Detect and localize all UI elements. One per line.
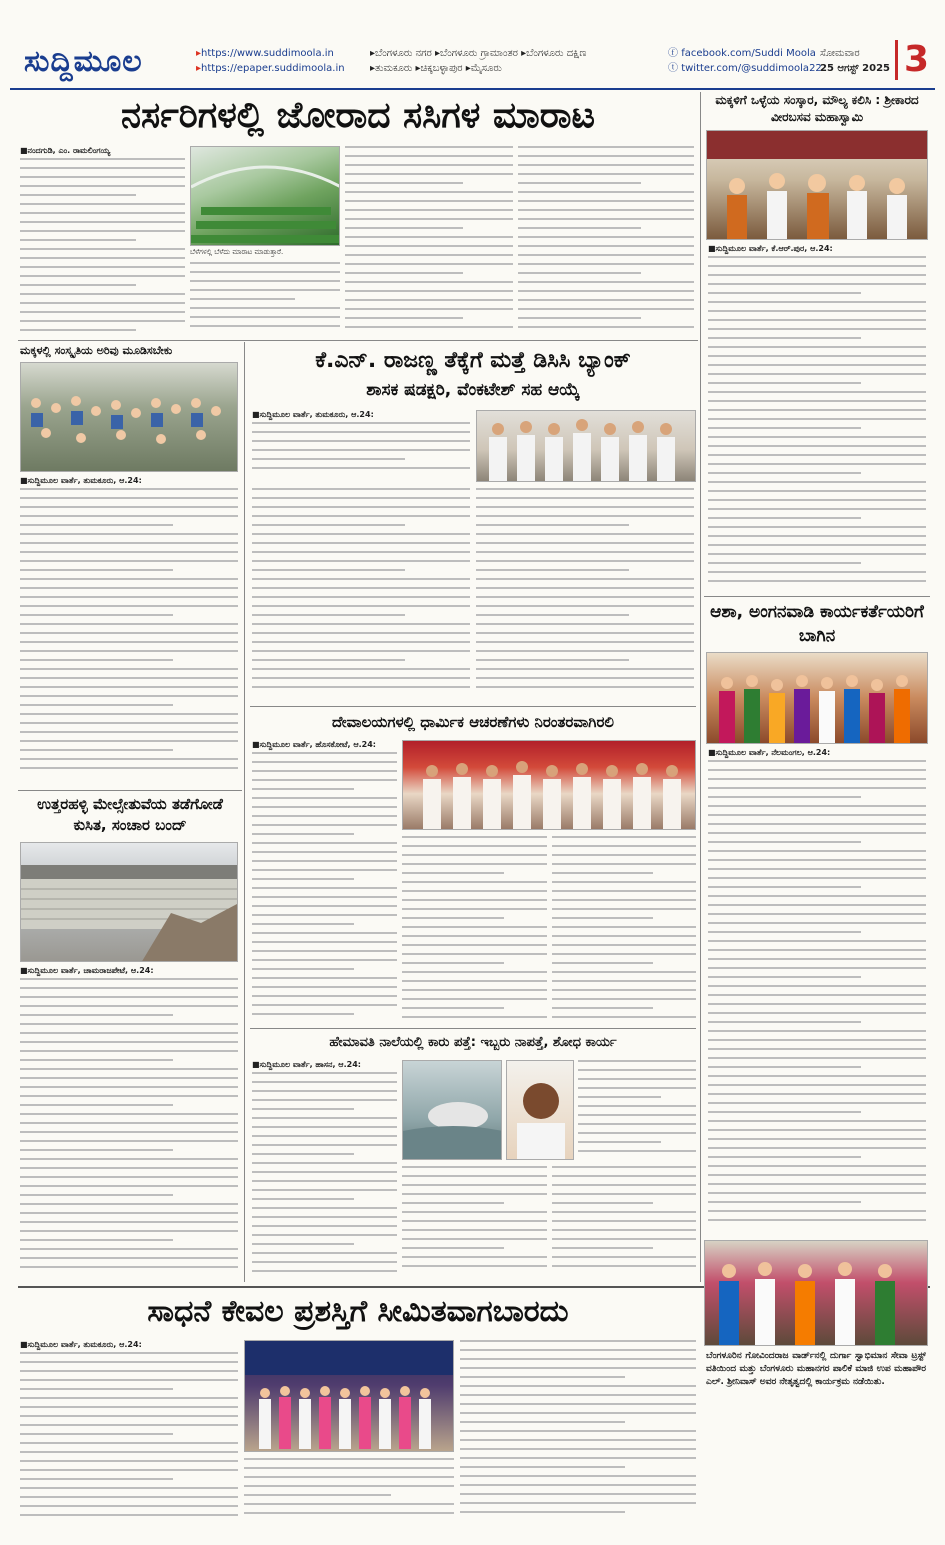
children-culture-byline: ■ಸುದ್ದಿಮೂಲ ವಾರ್ತೆ, ತುಮಕೂರು, ಆ.24: (20, 476, 142, 485)
bengaluru-event-photo (704, 1240, 928, 1346)
issue-date: ಸೋಮವಾರ 25 ಆಗಸ್ಟ್ 2025 (820, 48, 890, 74)
asha-body (708, 760, 926, 1230)
sanskar-body (708, 256, 926, 592)
nursery-byline: ■ನಂದಗುಡಿ, ಎಂ. ರಾಮಲಿಂಗಯ್ಯ (20, 146, 111, 155)
dcc-photo (476, 410, 696, 482)
website-link[interactable]: ▸ https://www.suddimoola.in (196, 46, 345, 61)
achievement-byline: ■ಸುದ್ದಿಮೂಲ ವಾರ್ತೆ, ತುಮಕೂರು, ಆ.24: (20, 1340, 142, 1349)
sanskar-photo (706, 130, 928, 240)
achievement-headline: ಸಾಧನೆ ಕೇವಲ ಪ್ರಶಸ್ತಿಗೆ ಸೀಮಿತವಾಗಬಾರದು (147, 1294, 569, 1329)
nursery-body (20, 158, 185, 338)
newspaper-logo: ಸುದ್ದಿಮೂಲ (24, 44, 143, 79)
bengaluru-caption: ಬೆಂಗಳೂರಿನ ಗೋವಿಂದರಾಜ ವಾರ್ಡ್‌ನಲ್ಲಿ ದುರ್ಗಾ ಸ್ವಾಭಿಮಾನ ಸೇವಾ ಟ್ರಸ್ಟ್ ವತಿಯಿಂದ ಮತ್ತು ಬೆಂಗಳೂರು ಮಹಾನಗರ ಪಾಲಿಕೆ ಮಾಜಿ ಉಪ ಮಹಾಪೌರ ಎಲ್. ಶ್ರೀನಿವಾಸ್ ಅವರ ನೇತೃತ್ವದಲ್ಲಿ ಕಾರ್ಯಕ್ರಮ ನಡೆಯಿತು. (706, 1351, 926, 1387)
uttarahalli-headline: ಉತ್ತರಹಳ್ಳಿ ಮೇಲ್ಸೇತುವೆಯ ತಡೆಗೋಡೆ ಕುಸಿತ, ಸಂಚಾರ ಬಂದ್ (37, 795, 223, 834)
nursery-photo (190, 146, 340, 246)
missing-person-photo (506, 1060, 574, 1160)
car-in-water-illustration (403, 1061, 502, 1160)
flyover-photo (20, 842, 238, 962)
masthead (10, 40, 935, 88)
nursery-headline: ನರ್ಸರಿಗಳಲ್ಲಿ ಜೋರಾದ ಸಸಿಗಳ ಮಾರಾಟ (120, 95, 596, 136)
temples-headline: ದೇವಾಲಯಗಳಲ್ಲಿ ಧಾರ್ಮಿಕ ಆಚರಣೆಗಳು ನಿರಂತರವಾಗಿರಲಿ (332, 713, 614, 731)
edition-cities: ▸ಬೆಂಗಳೂರು ನಗರ ▸ಬೆಂಗಳೂರು ಗ್ರಾಮಾಂತರ ▸ಬೆಂಗಳೂರು ದಕ್ಷಿಣ ▸ತುಮಕೂರು ▸ಚಿಕ್ಕಬಳ್ಳಾಪುರ ▸ಮೈಸೂರು (370, 48, 587, 74)
felicitation-illustration (705, 1241, 928, 1346)
epaper-link[interactable]: ▸ https://epaper.suddimoola.in (196, 61, 345, 76)
crowd-illustration (21, 363, 238, 472)
achievement-photo (244, 1340, 454, 1452)
hemavathi-byline: ■ಸುದ್ದಿಮೂಲ ವಾರ್ತೆ, ಹಾಸನ, ಆ.24: (252, 1060, 361, 1069)
canal-car-photo (402, 1060, 502, 1160)
portrait-illustration (507, 1061, 574, 1160)
dcc-subhead: ಶಾಸಕ ಷಡಕ್ಷರಿ, ವೆಂಕಟೇಶ್ ಸಹ ಆಯ್ಕೆ (366, 380, 580, 400)
temple-event-illustration (403, 741, 696, 830)
page-number: 3 (895, 40, 929, 80)
temples-byline: ■ಸುದ್ದಿಮೂಲ ವಾರ್ತೆ, ಹೊಸಕೋಟೆ, ಆ.24: (252, 740, 376, 749)
temples-photo (402, 740, 696, 830)
greenhouse-illustration (191, 147, 340, 246)
flyover-illustration (21, 843, 238, 962)
dcc-headline: ಕೆ.ಎನ್. ರಾಜಣ್ಣ ತೆಕ್ಕೆಗೆ ಮತ್ತೆ ಡಿಸಿಸಿ ಬ್ಯಾಂಕ್ (315, 348, 631, 373)
hemavathi-headline: ಹೇಮಾವತಿ ನಾಲೆಯಲ್ಲಿ ಕಾರು ಪತ್ತೆ: ಇಬ್ಬರು ನಾಪತ್ತೆ, ಶೋಧ ಕಾರ್ಯ (329, 1035, 617, 1050)
sanskar-byline: ■ಸುದ್ದಿಮೂಲ ವಾರ್ತೆ, ಕೆ.ಆರ್.ಪುರ, ಆ.24: (708, 244, 833, 253)
dcc-byline: ■ಸುದ್ದಿಮೂಲ ವಾರ್ತೆ, ತುಮಕೂರು, ಆ.24: (252, 410, 374, 419)
officials-photo-illustration (477, 411, 696, 482)
twitter-link[interactable]: ⓣ twitter.com/@suddimoola22 (668, 63, 822, 74)
facebook-icon: ⓕ (668, 48, 682, 59)
twitter-icon: ⓣ (668, 63, 682, 74)
women-group-illustration (707, 653, 928, 744)
nursery-caption: ಬೆಳೆಗಳಲ್ಲಿ ಬೆಳೆದು ಮಾರಾಟ ಮಾಡುತ್ತಾರೆ. (190, 248, 284, 256)
social-links (668, 46, 822, 76)
asha-headline: ಆಶಾ, ಅಂಗನವಾಡಿ ಕಾರ್ಯಕರ್ತೆಯರಿಗೆ ಬಾಗಿನ (710, 602, 924, 646)
group-photo-illustration (707, 131, 928, 240)
children-culture-headline: ಮಕ್ಕಳಲ್ಲಿ ಸಂಸ್ಕೃತಿಯ ಅರಿವು ಮೂಡಿಸಬೇಕು (20, 344, 173, 357)
award-stage-illustration (245, 1341, 454, 1452)
uttarahalli-byline: ■ಸುದ್ದಿಮೂಲ ವಾರ್ತೆ, ಚಾಮರಾಜಪೇಟೆ, ಆ.24: (20, 966, 154, 975)
asha-byline: ■ಸುದ್ದಿಮೂಲ ವಾರ್ತೆ, ನೆಲಮಂಗಲ, ಆ.24: (708, 748, 831, 757)
masthead-urls (196, 46, 345, 76)
masthead-rule (10, 88, 935, 90)
asha-photo (706, 652, 928, 744)
children-photo (20, 362, 238, 472)
facebook-link[interactable]: ⓕ facebook.com/Suddi Moola (668, 48, 816, 59)
sanskar-headline: ಮಕ್ಕಳಿಗೆ ಒಳ್ಳೆಯ ಸಂಸ್ಕಾರ, ಮೌಲ್ಯ ಕಲಿಸಿ : ಶ್ರೀಕಾರದ ವೀರಬಸವ ಮಹಾಸ್ವಾಮಿ (715, 93, 919, 124)
